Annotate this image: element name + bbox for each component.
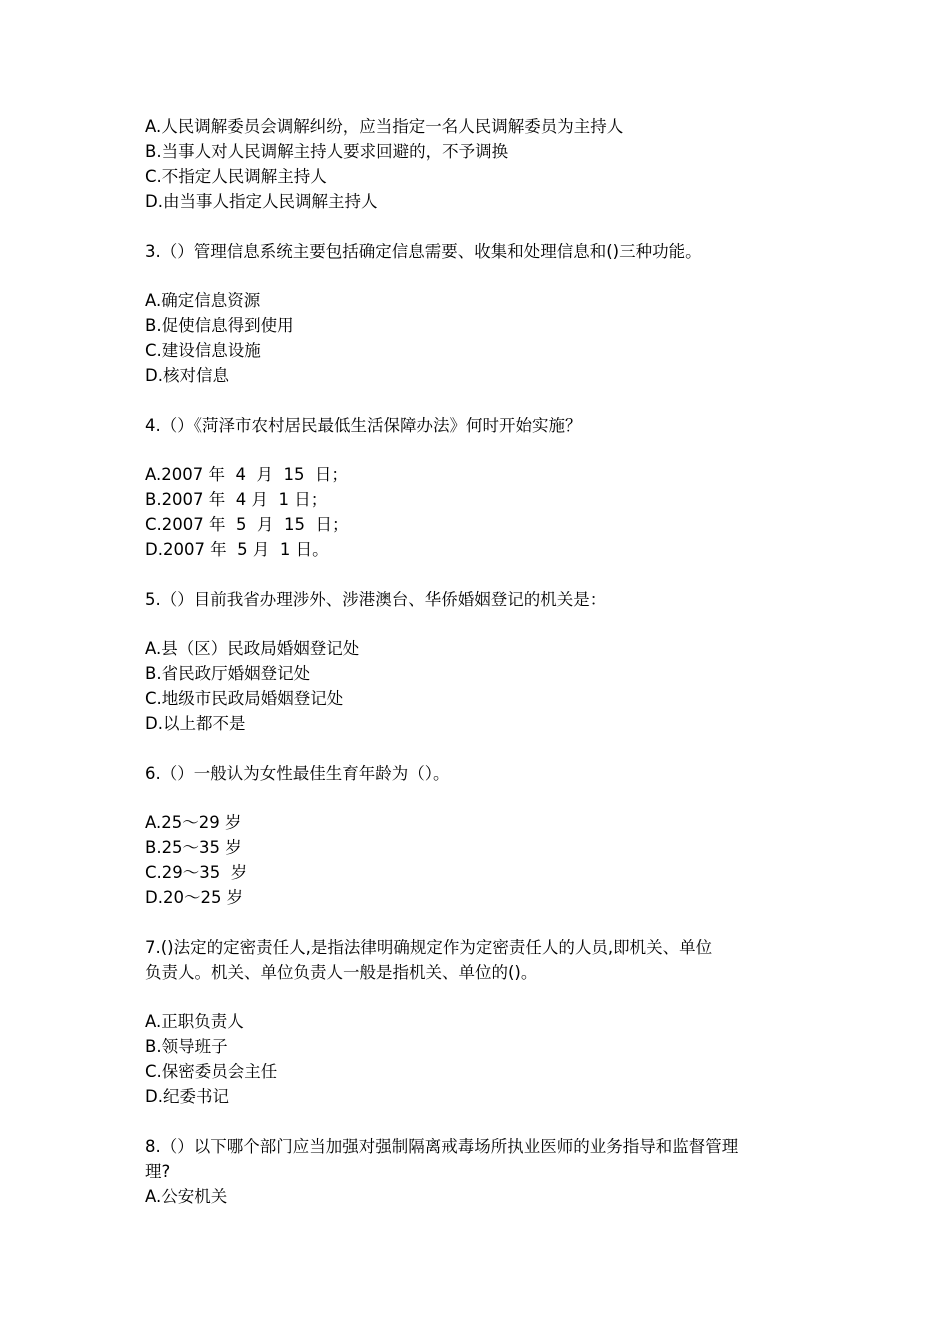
q2-option-c: C.不指定人民调解主持人	[145, 167, 327, 186]
q7-option-d: D.纪委书记	[145, 1087, 229, 1106]
q8-question-line-2: 理?	[145, 1161, 171, 1181]
q2-option-b: B.当事人对人民调解主持人要求回避的，不予调换	[145, 142, 509, 161]
spacer	[145, 910, 825, 935]
q4-option-c: C.2007 年 5 月 15 日；	[145, 515, 349, 534]
q5-option-a: A.县（区）民政局婚姻登记处	[145, 639, 360, 658]
spacer	[145, 438, 825, 463]
q6-option-b: B.25～35 岁	[145, 838, 242, 857]
q3-option-c: C.建设信息设施	[145, 341, 261, 360]
spacer	[145, 612, 825, 637]
q7-question-line-1: 7.()法定的定密责任人,是指法律明确规定作为定密责任人的人员,即机关、单位	[145, 937, 713, 957]
q4-question: 4.（）《菏泽市农村居民最低生活保障办法》何时开始实施？	[145, 415, 582, 435]
q8-option-a: A.公安机关	[145, 1186, 228, 1206]
q6-question: 6.（）一般认为女性最佳生育年龄为（）。	[145, 763, 450, 783]
q7-option-b: B.领导班子	[145, 1037, 228, 1056]
q5-option-d: D.以上都不是	[145, 714, 246, 733]
q3-question: 3.（）管理信息系统主要包括确定信息需要、收集和处理信息和()三种功能。	[145, 241, 702, 261]
q4-option-a: A.2007 年 4 月 15 日；	[145, 465, 348, 484]
q6-option-a: A.25～29 岁	[145, 813, 242, 832]
spacer	[145, 214, 825, 239]
spacer	[145, 985, 825, 1010]
q3-option-d: D.核对信息	[145, 366, 229, 385]
q7-question-line-2: 负责人。机关、单位负责人一般是指机关、单位的()。	[145, 962, 538, 982]
q5-option-b: B.省民政厅婚姻登记处	[145, 664, 311, 683]
q5-option-c: C.地级市民政局婚姻登记处	[145, 689, 344, 708]
q6-option-d: D.20～25 岁	[145, 888, 244, 907]
spacer	[145, 562, 825, 587]
q8-question-line-1: 8.（）以下哪个部门应当加强对强制隔离戒毒场所执业医师的业务指导和监督管理	[145, 1136, 739, 1156]
spacer	[145, 736, 825, 761]
q5-question: 5.（）目前我省办理涉外、涉港澳台、华侨婚姻登记的机关是：	[145, 589, 607, 609]
q3-option-b: B.促使信息得到使用	[145, 316, 294, 335]
q3-option-a: A.确定信息资源	[145, 291, 261, 310]
q4-option-d: D.2007 年 5 月 1 日。	[145, 540, 329, 559]
spacer	[145, 1109, 825, 1134]
q2-option-a: A.人民调解委员会调解纠纷，应当指定一名人民调解委员为主持人	[145, 117, 624, 136]
q6-option-c: C.29～35 岁	[145, 863, 248, 882]
q7-option-c: C.保密委员会主任	[145, 1062, 278, 1081]
q4-option-b: B.2007 年 4 月 1 日；	[145, 490, 328, 509]
spacer	[145, 264, 825, 289]
q7-option-a: A.正职负责人	[145, 1012, 244, 1031]
question-content	[145, 114, 825, 1209]
spacer	[145, 786, 825, 811]
spacer	[145, 388, 825, 413]
q2-option-d: D.由当事人指定人民调解主持人	[145, 192, 378, 211]
